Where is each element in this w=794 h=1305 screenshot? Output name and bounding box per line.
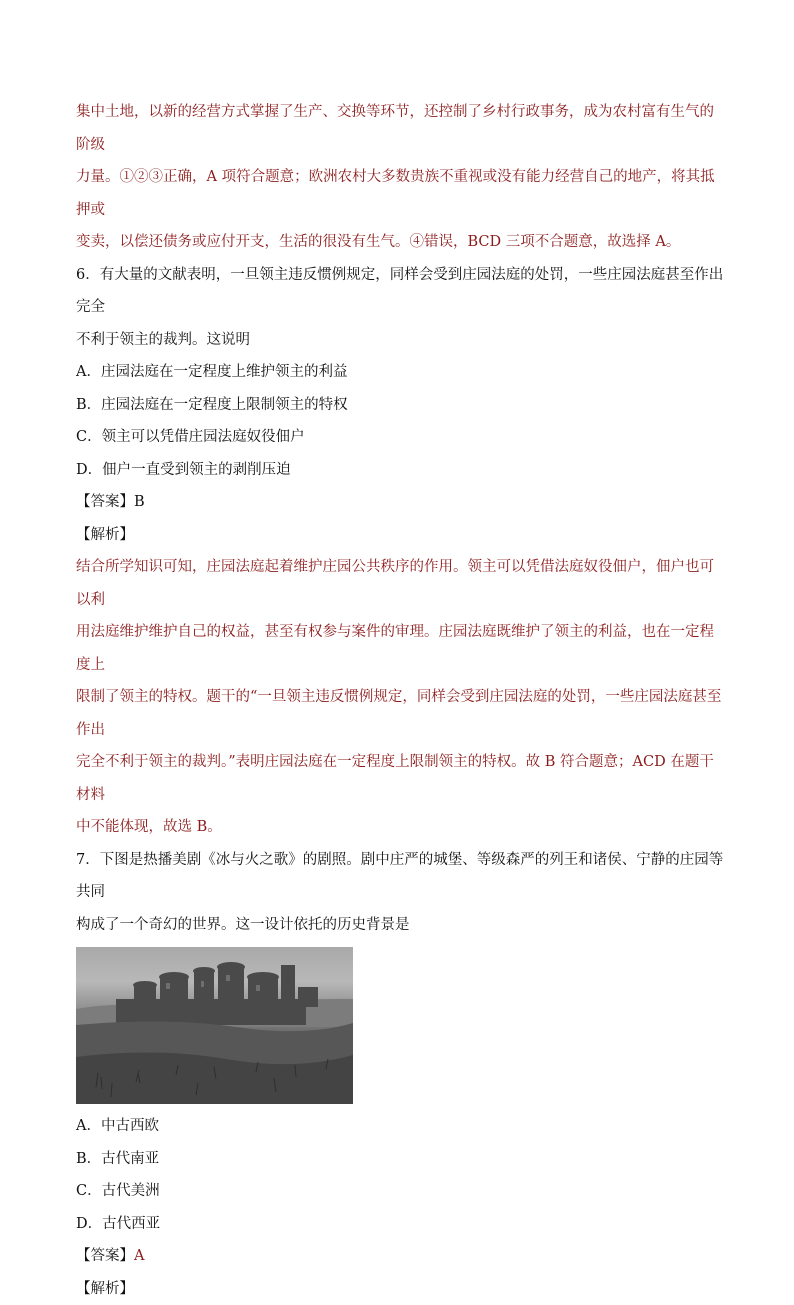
question-stem: 7．下图是热播美剧《冰与火之歌》的剧照。剧中庄严的城堡、等级森严的列王和诸侯、宁静的庄园等共同: [76, 844, 724, 909]
analysis-line: 用法庭维护维护自己的权益，甚至有权参与案件的审理。庄园法庭既维护了领主的利益，也在一定程度上: [76, 616, 724, 681]
option-d: D．古代西亚: [76, 1208, 724, 1241]
intro-line: 变卖，以偿还债务或应付开支，生活的很没有生气。④错误，BCD 三项不合题意，故选择 A。: [76, 226, 724, 259]
castle-photo: [76, 947, 353, 1104]
castle-landscape-image: [76, 947, 353, 1104]
question-stem: 6．有大量的文献表明，一旦领主违反惯例规定，同样会受到庄园法庭的处罚，一些庄园法庭甚至作出完全: [76, 259, 724, 324]
answer-line: [76, 1240, 724, 1273]
answer-label: 【答案】B: [76, 486, 724, 519]
answer-label: 【答案】: [76, 1248, 134, 1264]
intro-analysis: [76, 96, 724, 259]
option-d: D．佃户一直受到领主的剥削压迫: [76, 454, 724, 487]
intro-line: 力量。①②③正确，A 项符合题意；欧洲农村大多数贵族不重视或没有能力经营自己的地产，将其抵押或: [76, 161, 724, 226]
analysis-line: 中不能体现，故选 B。: [76, 811, 724, 844]
option-c: C．古代美洲: [76, 1175, 724, 1208]
page-content: [76, 96, 724, 1305]
analysis-line: 完全不利于领主的裁判。”表明庄园法庭在一定程度上限制领主的特权。故 B 符合题意；ACD 在题干材料: [76, 746, 724, 811]
analysis-line: 限制了领主的特权。题干的“一旦领主违反惯例规定，同样会受到庄园法庭的处罚，一些庄园法庭甚至作出: [76, 681, 724, 746]
option-b: B．古代南亚: [76, 1143, 724, 1176]
intro-line: 集中土地，以新的经营方式掌握了生产、交换等环节，还控制了乡村行政事务，成为农村富有生气的阶级: [76, 96, 724, 161]
question-stem: 构成了一个奇幻的世界。这一设计依托的历史背景是: [76, 909, 724, 942]
answer-value: A: [134, 1248, 144, 1264]
option-b: B．庄园法庭在一定程度上限制领主的特权: [76, 389, 724, 422]
analysis-label: 【解析】: [76, 519, 724, 552]
question-7: [76, 844, 724, 1305]
analysis-label: 【解析】: [76, 1273, 724, 1305]
option-a: A．庄园法庭在一定程度上维护领主的利益: [76, 356, 724, 389]
question-6: [76, 259, 724, 844]
question-stem: 不利于领主的裁判。这说明: [76, 324, 724, 357]
option-c: C．领主可以凭借庄园法庭奴役佃户: [76, 421, 724, 454]
option-a: A．中古西欧: [76, 1110, 724, 1143]
analysis-line: 结合所学知识可知，庄园法庭起着维护庄园公共秩序的作用。领主可以凭借法庭奴役佃户，佃户也可以利: [76, 551, 724, 616]
